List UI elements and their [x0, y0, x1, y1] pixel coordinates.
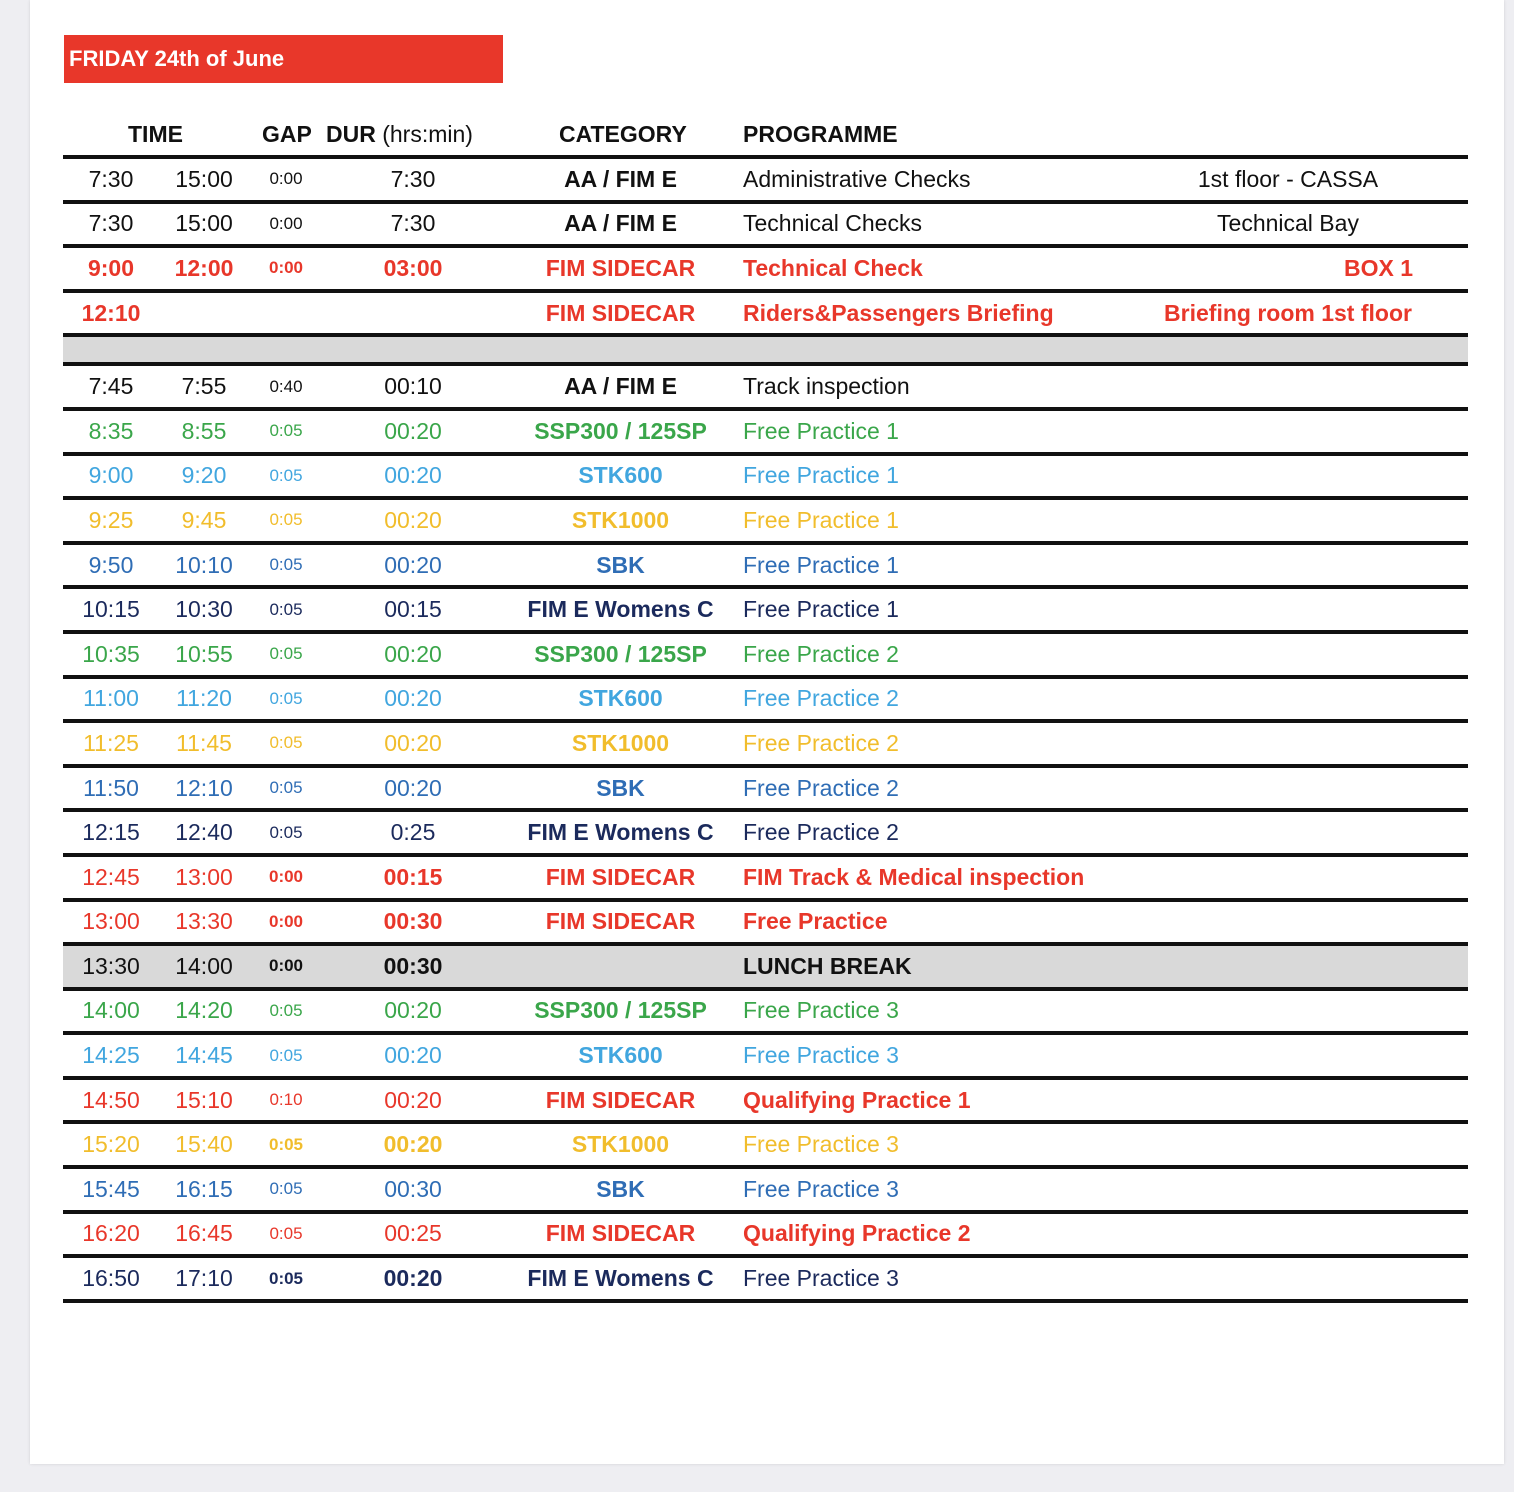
end-time-cell: 13:00 — [175, 863, 233, 890]
table-row — [63, 1165, 1468, 1210]
duration-cell — [353, 293, 473, 334]
start-time-cell: 7:30 — [88, 165, 134, 192]
location-cell — [1133, 991, 1443, 1032]
end-time-cell: 14:00 — [175, 952, 233, 979]
table-row — [63, 1120, 1468, 1165]
table-row — [63, 362, 1468, 407]
duration-cell: 00:15 — [383, 863, 443, 890]
start-time-cell: 14:00 — [82, 997, 140, 1024]
start-time-cell: 11:25 — [83, 729, 139, 756]
programme-cell: Free Practice 3 — [743, 1175, 899, 1202]
duration-cell: 00:20 — [383, 1131, 443, 1158]
duration-cell: 00:10 — [384, 373, 442, 400]
table-row — [63, 585, 1468, 630]
gap-cell: 0:10 — [269, 1090, 303, 1110]
location-cell — [1133, 411, 1443, 452]
programme-cell: Free Practice — [743, 908, 888, 935]
header-gap: GAP — [262, 121, 312, 147]
table-row — [63, 898, 1468, 943]
gap-cell: 0:05 — [269, 555, 303, 575]
duration-cell: 00:20 — [384, 1086, 442, 1113]
duration-cell: 00:30 — [383, 908, 443, 935]
location-cell — [1133, 456, 1443, 497]
category-cell: FIM SIDECAR — [545, 1086, 696, 1113]
table-row — [63, 200, 1468, 245]
table-separator-row — [63, 333, 1468, 362]
location-cell — [1133, 634, 1443, 675]
location-cell: Briefing room 1st floor — [1164, 299, 1412, 326]
start-time-cell: 12:45 — [82, 863, 140, 890]
start-time-cell: 11:50 — [83, 774, 139, 801]
start-time-cell: 10:15 — [82, 596, 140, 623]
duration-cell: 00:20 — [384, 462, 442, 489]
end-time-cell: 8:55 — [181, 417, 227, 444]
location-cell — [1133, 589, 1443, 630]
header-programme: PROGRAMME — [743, 121, 898, 147]
category-cell: FIM E Womens C — [527, 819, 714, 846]
table-row — [63, 289, 1468, 334]
programme-cell: Free Practice 2 — [743, 729, 899, 756]
table-row — [63, 452, 1468, 497]
end-time-cell: 17:10 — [175, 1265, 233, 1292]
programme-cell: Free Practice 1 — [743, 596, 899, 623]
start-time-cell: 16:20 — [82, 1220, 140, 1247]
start-time-cell: 15:45 — [82, 1175, 140, 1202]
end-time-cell: 9:45 — [181, 506, 227, 533]
end-time-cell: 9:20 — [181, 462, 227, 489]
duration-cell: 00:25 — [384, 1220, 442, 1247]
start-time-cell: 8:35 — [88, 417, 134, 444]
header-duration-unit: (hrs:min) — [382, 121, 473, 147]
category-cell: AA / FIM E — [564, 165, 677, 192]
end-time-cell: 11:45 — [176, 729, 232, 756]
programme-cell: Free Practice 2 — [743, 640, 899, 667]
programme-cell: FIM Track & Medical inspection — [743, 863, 1085, 890]
category-cell: STK1000 — [571, 729, 670, 756]
start-time-cell: 7:30 — [88, 210, 134, 237]
category-cell: FIM SIDECAR — [545, 863, 696, 890]
duration-cell: 00:20 — [384, 551, 442, 578]
programme-cell: Free Practice 1 — [743, 417, 899, 444]
category-cell: AA / FIM E — [564, 373, 677, 400]
table-row — [63, 496, 1468, 541]
table-row — [63, 675, 1468, 720]
location-cell — [1133, 1035, 1443, 1076]
start-time-cell: 13:30 — [82, 952, 140, 979]
category-cell: STK600 — [578, 462, 663, 489]
location-cell — [1133, 768, 1443, 809]
category-cell: STK1000 — [571, 1131, 670, 1158]
start-time-cell: 10:35 — [82, 640, 140, 667]
duration-cell: 03:00 — [383, 254, 443, 281]
location-cell — [1133, 1169, 1443, 1210]
table-row — [63, 853, 1468, 898]
table-row — [63, 1031, 1468, 1076]
location-cell: BOX 1 — [1343, 254, 1413, 281]
duration-cell: 00:20 — [384, 506, 442, 533]
end-time-cell: 10:10 — [175, 551, 233, 578]
location-cell — [1133, 812, 1443, 853]
programme-cell: Free Practice 1 — [743, 506, 899, 533]
category-cell: SBK — [596, 1175, 645, 1202]
category-cell — [513, 946, 728, 987]
duration-cell: 00:20 — [384, 640, 442, 667]
end-time-cell: 15:10 — [175, 1086, 233, 1113]
end-time-cell: 16:15 — [175, 1175, 233, 1202]
programme-cell: Free Practice 1 — [743, 551, 899, 578]
duration-cell: 00:20 — [384, 997, 442, 1024]
category-cell: FIM E Womens C — [527, 1265, 714, 1292]
start-time-cell: 13:00 — [82, 908, 140, 935]
category-cell: FIM SIDECAR — [545, 299, 696, 326]
end-time-cell — [159, 293, 249, 334]
programme-cell: Technical Checks — [743, 210, 922, 237]
programme-cell: Free Practice 3 — [743, 997, 899, 1024]
day-title-banner: FRIDAY 24th of June — [64, 35, 503, 83]
gap-cell: 0:05 — [268, 1268, 304, 1288]
end-time-cell: 12:00 — [174, 254, 234, 281]
gap-cell: 0:05 — [269, 778, 303, 798]
schedule-table — [63, 155, 1468, 1303]
end-time-cell: 15:40 — [175, 1131, 233, 1158]
start-time-cell: 12:10 — [81, 299, 141, 326]
gap-cell: 0:05 — [269, 421, 303, 441]
category-cell: FIM SIDECAR — [545, 908, 696, 935]
location-cell — [1133, 1214, 1443, 1255]
duration-cell: 7:30 — [390, 210, 436, 237]
start-time-cell: 14:25 — [82, 1042, 140, 1069]
end-time-cell: 12:40 — [175, 819, 233, 846]
start-time-cell: 9:00 — [87, 254, 135, 281]
table-row — [63, 808, 1468, 853]
start-time-cell: 14:50 — [82, 1086, 140, 1113]
start-time-cell: 9:00 — [88, 462, 134, 489]
schedule-page — [30, 0, 1504, 1464]
category-cell: SSP300 / 125SP — [534, 640, 707, 667]
programme-cell: Administrative Checks — [743, 165, 971, 192]
table-row — [63, 719, 1468, 764]
location-cell — [1133, 902, 1443, 943]
end-time-cell: 15:00 — [175, 210, 233, 237]
programme-cell: Free Practice 1 — [743, 462, 899, 489]
category-cell: SSP300 / 125SP — [534, 417, 707, 444]
gap-cell: 0:05 — [269, 510, 303, 530]
end-time-cell: 15:00 — [175, 165, 233, 192]
category-cell: SBK — [596, 551, 645, 578]
end-time-cell: 10:55 — [175, 640, 233, 667]
category-cell: STK1000 — [571, 506, 670, 533]
start-time-cell: 15:20 — [82, 1131, 140, 1158]
category-cell: SBK — [596, 774, 645, 801]
table-row — [63, 1210, 1468, 1255]
programme-cell: Qualifying Practice 2 — [743, 1220, 971, 1247]
category-cell: FIM SIDECAR — [545, 254, 696, 281]
programme-cell: Free Practice 3 — [743, 1131, 899, 1158]
programme-cell: Free Practice 2 — [743, 685, 899, 712]
location-cell — [1133, 1080, 1443, 1121]
location-cell — [1133, 500, 1443, 541]
table-row — [63, 407, 1468, 452]
header-category: CATEGORY — [559, 121, 687, 147]
table-row — [63, 541, 1468, 586]
duration-cell: 00:20 — [384, 417, 442, 444]
gap-cell: 0:05 — [269, 733, 303, 753]
table-row — [63, 1076, 1468, 1121]
gap-cell: 0:05 — [269, 599, 303, 619]
end-time-cell: 10:30 — [175, 596, 233, 623]
table-row — [63, 155, 1468, 200]
end-time-cell: 12:10 — [175, 774, 233, 801]
duration-cell: 00:30 — [384, 1175, 442, 1202]
programme-cell: Track inspection — [743, 373, 910, 400]
location-cell — [1133, 545, 1443, 586]
programme-cell: Qualifying Practice 1 — [743, 1086, 971, 1113]
table-row — [63, 942, 1468, 987]
duration-cell: 00:20 — [384, 1042, 442, 1069]
header-time: TIME — [128, 121, 183, 147]
gap-cell: 0:05 — [269, 644, 303, 664]
table-row — [63, 987, 1468, 1032]
location-cell — [1133, 1258, 1443, 1299]
table-row — [63, 244, 1468, 289]
location-cell — [1133, 857, 1443, 898]
category-cell: SSP300 / 125SP — [534, 997, 707, 1024]
gap-cell: 0:00 — [268, 867, 304, 887]
duration-cell: 00:20 — [384, 774, 442, 801]
category-cell: FIM SIDECAR — [545, 1220, 696, 1247]
gap-cell: 0:05 — [269, 822, 303, 842]
category-cell: STK600 — [578, 1042, 663, 1069]
location-cell — [1133, 679, 1443, 720]
category-cell: FIM E Womens C — [527, 596, 714, 623]
gap-cell: 0:00 — [269, 169, 303, 189]
end-time-cell: 14:20 — [175, 997, 233, 1024]
end-time-cell: 16:45 — [175, 1220, 233, 1247]
header-duration: DUR (hrs:min) — [326, 121, 473, 147]
start-time-cell: 7:45 — [88, 373, 134, 400]
programme-cell: Free Practice 2 — [743, 774, 899, 801]
gap-cell: 0:00 — [268, 258, 304, 278]
gap-cell: 0:05 — [269, 688, 303, 708]
gap-cell: 0:05 — [269, 465, 303, 485]
location-cell: 1st floor - CASSA — [1197, 165, 1379, 192]
end-time-cell: 11:20 — [176, 685, 232, 712]
duration-cell: 00:30 — [383, 952, 443, 979]
table-row — [63, 630, 1468, 675]
duration-cell: 00:20 — [384, 729, 442, 756]
gap-cell — [249, 293, 323, 334]
location-cell — [1133, 723, 1443, 764]
start-time-cell: 9:25 — [88, 506, 134, 533]
location-cell — [1133, 1124, 1443, 1165]
programme-cell: LUNCH BREAK — [743, 952, 912, 979]
location-cell — [1133, 946, 1443, 987]
gap-cell: 0:00 — [269, 213, 303, 233]
duration-cell: 00:20 — [383, 1265, 443, 1292]
duration-cell: 00:15 — [384, 596, 442, 623]
gap-cell: 0:05 — [269, 1000, 303, 1020]
gap-cell: 0:05 — [269, 1045, 303, 1065]
start-time-cell: 12:15 — [82, 819, 140, 846]
category-cell: AA / FIM E — [564, 210, 677, 237]
gap-cell: 0:00 — [268, 911, 304, 931]
end-time-cell: 14:45 — [175, 1042, 233, 1069]
end-time-cell: 7:55 — [181, 373, 227, 400]
table-row — [63, 764, 1468, 809]
start-time-cell: 11:00 — [83, 685, 139, 712]
programme-cell: Free Practice 3 — [743, 1042, 899, 1069]
location-cell — [1133, 366, 1443, 407]
programme-cell: Free Practice 3 — [743, 1265, 899, 1292]
gap-cell: 0:40 — [269, 376, 303, 396]
gap-cell: 0:00 — [268, 956, 304, 976]
gap-cell: 0:05 — [269, 1179, 303, 1199]
end-time-cell: 13:30 — [175, 908, 233, 935]
gap-cell: 0:05 — [269, 1223, 303, 1243]
duration-cell: 00:20 — [384, 685, 442, 712]
start-time-cell: 9:50 — [88, 551, 134, 578]
category-cell: STK600 — [578, 685, 663, 712]
programme-cell: Riders&Passengers Briefing — [743, 299, 1054, 326]
location-cell: Technical Bay — [1217, 210, 1359, 237]
gap-cell: 0:05 — [268, 1134, 304, 1154]
programme-cell: Free Practice 2 — [743, 819, 899, 846]
table-row — [63, 1254, 1468, 1303]
duration-cell: 7:30 — [390, 165, 436, 192]
programme-cell: Technical Check — [743, 254, 923, 281]
start-time-cell: 16:50 — [82, 1265, 140, 1292]
duration-cell: 0:25 — [390, 819, 436, 846]
